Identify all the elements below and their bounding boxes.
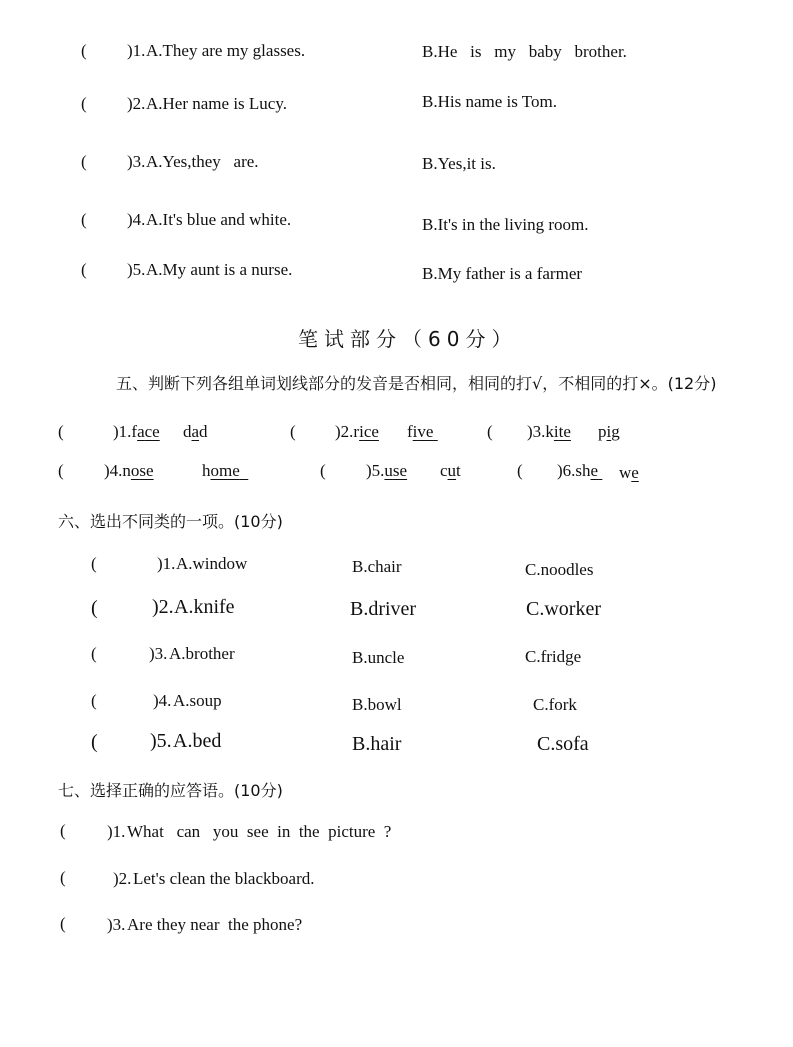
underlined-letter: e (631, 463, 639, 482)
question-number: )4. (104, 461, 123, 480)
question-number: )3. (527, 422, 546, 441)
question-number: )5. (150, 730, 172, 752)
section-6-heading: 六、选出不同类的一项。(10分) (58, 512, 283, 531)
word-part: d (183, 422, 192, 441)
question-number: )5. (127, 260, 146, 279)
answer-paren: ( (487, 422, 493, 441)
word-part: n (122, 461, 131, 480)
underlined-letter: u (447, 461, 457, 480)
option-b: B.chair (352, 557, 402, 576)
answer-paren: ( (81, 210, 87, 229)
option-a: A.knife (174, 596, 235, 618)
word-part: k (545, 422, 554, 441)
option-a: A.They are my glasses. (146, 41, 306, 60)
question-number: )1. (113, 422, 132, 441)
answer-paren: ( (81, 41, 87, 60)
underlined-letter: o (130, 461, 140, 480)
phonics-word (407, 423, 438, 440)
question-number: )3. (127, 152, 146, 171)
option-c: C.fork (533, 695, 577, 714)
answer-paren: ( (81, 152, 87, 171)
answer-paren: ( (60, 821, 66, 840)
option-b: B.bowl (352, 695, 402, 714)
option-a: A.Yes,they are. (146, 152, 259, 171)
underlined-letter: i (606, 422, 612, 441)
answer-paren: ( (91, 554, 97, 573)
answer-paren: ( (320, 461, 326, 480)
phonics-item (557, 462, 602, 479)
phonics-word (619, 464, 639, 481)
underlined-letter: u (384, 461, 393, 480)
answer-paren: ( (81, 94, 87, 113)
phonics-item (113, 423, 160, 440)
section-7-heading: 七、选择正确的应答语。(10分) (58, 781, 283, 800)
word-part: f (131, 422, 138, 441)
option-b: B.He is my baby brother. (422, 42, 627, 61)
question-number: )2. (335, 422, 354, 441)
word-part: w (619, 463, 632, 482)
word-part: p (598, 422, 607, 441)
phonics-word (440, 462, 461, 479)
option-b: B.His name is Tom. (422, 92, 557, 111)
option-c: C.fridge (525, 647, 582, 666)
word-part: ce (363, 422, 379, 441)
option-a: A.brother (169, 644, 235, 663)
option-a: A.bed (173, 730, 222, 752)
option-a: A.soup (173, 691, 222, 710)
phonics-item (104, 462, 154, 479)
underlined-letter: o (210, 461, 219, 480)
section-5-heading: 五、判断下列各组单词划线部分的发音是否相同，相同的打√，不相同的打×。(12分) (116, 374, 717, 393)
word-part: d (199, 422, 208, 441)
question-number: )3. (149, 644, 168, 663)
answer-paren: ( (60, 868, 66, 887)
underlined-letter: i (553, 422, 559, 441)
word-part: sh (575, 461, 591, 480)
answer-paren: ( (290, 422, 296, 441)
underlined-letter: a (191, 422, 200, 441)
question-number: )2. (152, 596, 174, 618)
option-a: A.Her name is Lucy. (146, 94, 287, 113)
option-c: C.worker (526, 598, 601, 620)
question-number: )4. (153, 691, 172, 710)
question-text: Are they near the phone? (127, 915, 303, 934)
question-text: What can you see in the picture ? (127, 822, 392, 841)
option-a: A.My aunt is a nurse. (146, 260, 293, 279)
answer-paren: ( (91, 691, 97, 710)
phonics-word (598, 423, 620, 440)
question-number: )1. (107, 822, 126, 841)
option-b: B.It's in the living room. (422, 215, 589, 234)
underlined-letter: a (137, 422, 145, 441)
underlined-letter: i (359, 422, 364, 441)
phonics-item (527, 423, 571, 440)
word-part: ce (144, 422, 160, 441)
question-number: )2. (113, 869, 132, 888)
question-text: Let's clean the blackboard. (133, 869, 315, 888)
word-part: ve (417, 422, 434, 441)
answer-paren: ( (91, 731, 98, 753)
answer-paren: ( (91, 597, 98, 619)
word-part: te (558, 422, 571, 441)
answer-paren: ( (81, 260, 87, 279)
phonics-word (202, 462, 248, 479)
option-a: A.It's blue and white. (146, 210, 292, 229)
option-b: B.hair (352, 733, 402, 755)
option-a: A.window (176, 554, 248, 573)
word-part: c (440, 461, 448, 480)
question-number: )5. (366, 461, 385, 480)
word-part: se (392, 461, 408, 480)
option-c: C.noodles (525, 560, 594, 579)
question-number: )3. (107, 915, 126, 934)
option-b: B.uncle (352, 648, 405, 667)
underlined-letter: e (590, 461, 599, 480)
answer-paren: ( (517, 461, 523, 480)
written-part-title: 笔试部分（60分） (298, 327, 518, 351)
phonics-word (183, 423, 208, 440)
phonics-item (335, 423, 379, 440)
question-number: )2. (127, 94, 146, 113)
word-part: me (219, 461, 240, 480)
question-number: )1. (127, 41, 146, 60)
option-c: C.sofa (537, 733, 589, 755)
question-number: )4. (127, 210, 146, 229)
answer-paren: ( (91, 644, 97, 663)
question-number: )6. (557, 461, 576, 480)
word-part: f (407, 422, 413, 441)
option-b: B.driver (350, 598, 417, 620)
question-number: )1. (157, 554, 176, 573)
word-part: g (611, 422, 620, 441)
option-b: B.Yes,it is. (422, 154, 496, 173)
word-part: t (456, 461, 461, 480)
answer-paren: ( (60, 914, 66, 933)
phonics-item (366, 462, 407, 479)
word-part: r (353, 422, 360, 441)
answer-paren: ( (58, 422, 64, 441)
word-part: h (202, 461, 211, 480)
option-b: B.My father is a farmer (422, 264, 583, 283)
answer-paren: ( (58, 461, 64, 480)
word-part: se (139, 461, 154, 480)
underlined-letter: i (412, 422, 418, 441)
